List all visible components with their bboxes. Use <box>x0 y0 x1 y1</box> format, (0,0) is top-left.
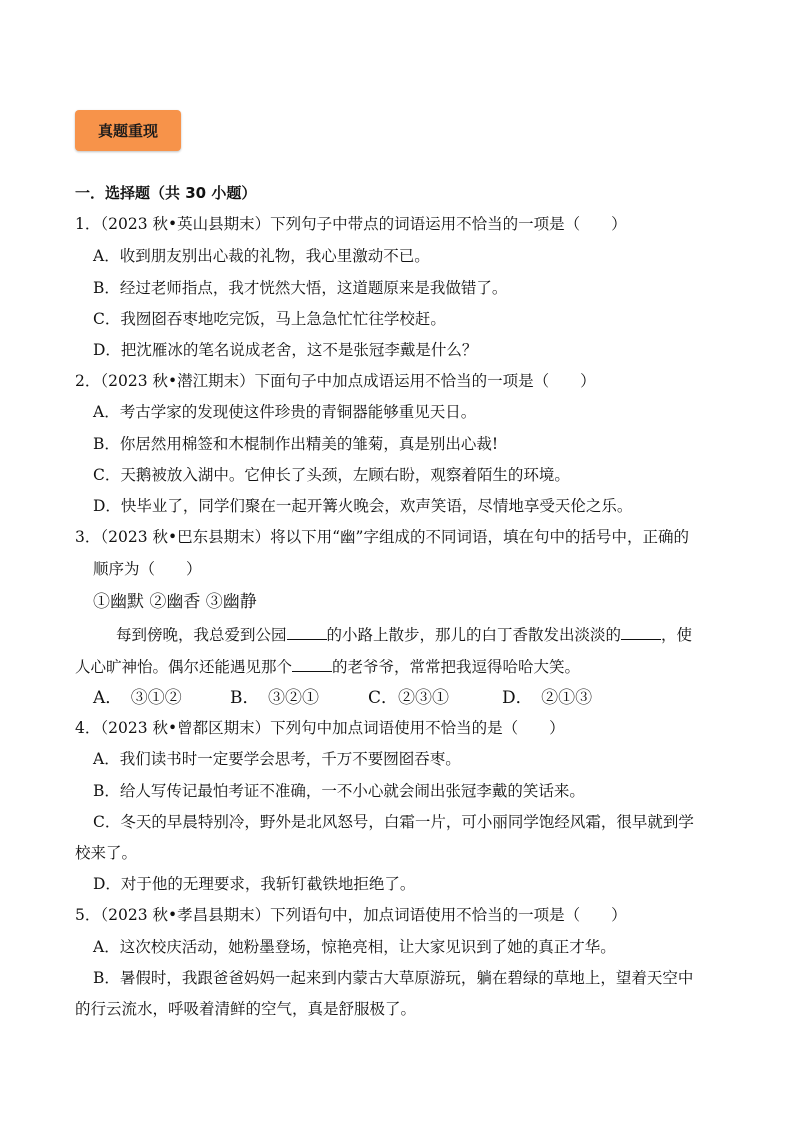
question-1-option-a: A．收到朋友别出心裁的礼物，我心里激动不已。 <box>93 247 430 265</box>
section-banner <box>75 110 181 151</box>
question-2-stem: 2．（2023 秋•潜江期末）下面句子中加点成语运用不恰当的一项是（ ） <box>75 372 596 390</box>
question-4-option-b: B．给人写传记最怕考证不准确，一不小心就会闹出张冠李戴的笑话来。 <box>93 782 585 800</box>
question-3-stem-line-1: 3．（2023 秋•巴东县期末）将以下用“幽”字组成的不同词语，填在句中的括号中，正确的 <box>75 528 689 546</box>
question-2-option-d: D．快毕业了，同学们聚在一起开篝火晚会，欢声笑语，尽情地享受天伦之乐。 <box>93 497 633 515</box>
question-5-stem: 5．（2023 秋•孝昌县期末）下列语句中，加点词语使用不恰当的一项是（ ） <box>75 906 627 924</box>
fill-blank <box>287 625 327 640</box>
section-title: 一．选择题（共 30 小题） <box>75 184 257 202</box>
question-5-option-b-line-2: 的行云流水，呼吸着清鲜的空气，真是舒服极了。 <box>75 1000 417 1018</box>
question-2-option-a: A．考古学家的发现使这件珍贵的青铜器能够重见天日。 <box>93 403 477 421</box>
question-3-option-b: B． ③②① <box>230 688 319 708</box>
passage-text: 人心旷神怡。偶尔还能遇见那个 <box>75 658 293 676</box>
passage-text: 的老爷爷，常常把我逗得哈哈大笑。 <box>332 658 581 676</box>
question-1-option-b: B．经过老师指点，我才恍然大悟，这道题原来是我做错了。 <box>93 279 508 297</box>
question-3-stem-line-2: 顺序为（ ） <box>93 560 202 578</box>
question-3-option-a: A． ③①② <box>93 688 182 708</box>
question-3-passage-line-2 <box>75 657 580 677</box>
question-3-passage-line-1 <box>116 625 692 645</box>
fill-blank <box>621 625 661 640</box>
question-3-option-d: D． ②①③ <box>502 688 593 708</box>
passage-text: 的小路上散步，那儿的白丁香散发出淡淡的 <box>326 626 622 644</box>
question-4-stem: 4．（2023 秋•曾都区期末）下列句中加点词语使用不恰当的是（ ） <box>75 719 565 737</box>
question-4-option-a: A．我们读书时一定要学会思考，千万不要囫囵吞枣。 <box>93 750 461 768</box>
question-4-option-d: D．对于他的无理要求，我斩钉截铁地拒绝了。 <box>93 875 416 893</box>
banner-label: 真题重现 <box>97 122 158 140</box>
question-4-option-c-line-1: C．冬天的早晨特别冷，野外是北风怒号，白霜一片，可小丽同学饱经风霜，很早就到学 <box>93 813 694 831</box>
question-2-option-b: B．你居然用棉签和木棍制作出精美的雏菊，真是别出心裁! <box>93 435 499 453</box>
question-2-option-c: C．天鹅被放入湖中。它伸长了头颈，左顾右盼，观察着陌生的环境。 <box>93 466 570 484</box>
question-5-option-b-line-1: B．暑假时，我跟爸爸妈妈一起来到内蒙古大草原游玩，躺在碧绿的草地上，望着天空中 <box>93 969 694 987</box>
fill-blank <box>292 657 332 672</box>
question-5-option-a: A．这次校庆活动，她粉墨登场，惊艳亮相，让大家见识到了她的真正才华。 <box>93 938 616 956</box>
question-1-option-c: C．我囫囵吞枣地吃完饭，马上急急忙忙往学校赶。 <box>93 310 446 328</box>
question-3-word-list: ①幽默 ②幽香 ③幽静 <box>93 592 257 612</box>
question-3-option-c: C．②③① <box>368 688 450 708</box>
passage-text: ，使 <box>661 626 693 644</box>
question-1-option-d: D．把沈雁冰的笔名说成老舍，这不是张冠李戴是什么？ <box>93 341 478 359</box>
question-4-option-c-line-2: 校来了。 <box>75 844 138 862</box>
question-1-stem: 1．（2023 秋•英山县期末）下列句子中带点的词语运用不恰当的一项是（ ） <box>75 215 627 233</box>
passage-text: 每到傍晚，我总爱到公园 <box>116 626 287 644</box>
